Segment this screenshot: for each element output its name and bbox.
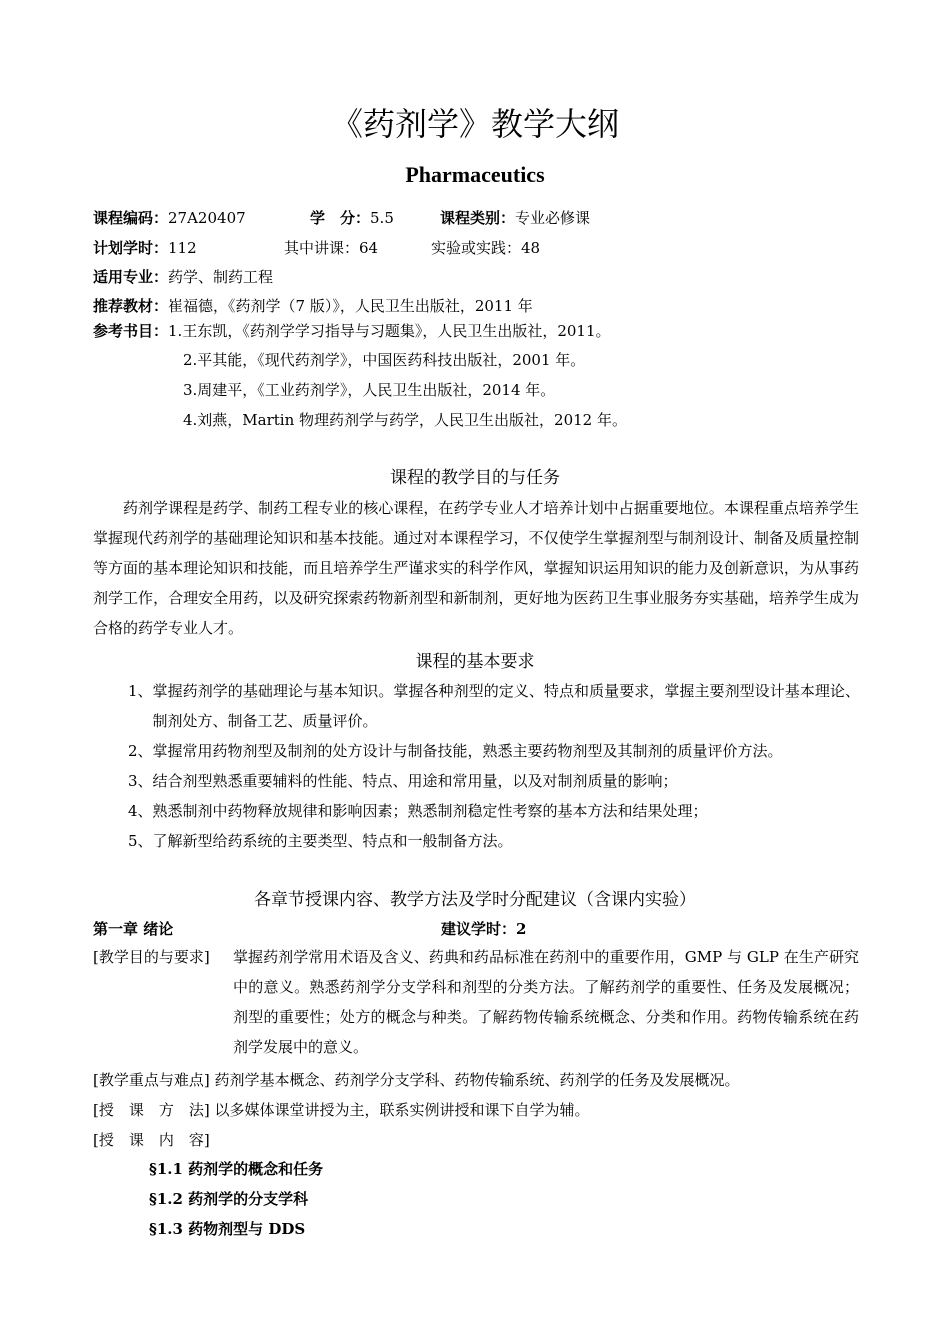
list-item (128, 736, 860, 766)
key-text: 药剂学基本概念、药剂学分支学科、药物传输系统、药剂学的任务及发展概况。 (214, 1071, 740, 1089)
section-item: §1.1 药剂学的概念和任务 (149, 1160, 324, 1178)
refs-label: 参考书目： (93, 322, 169, 340)
ref-item: 3.周建平，《工业药剂学》，人民卫生出版社，2014 年。 (183, 381, 556, 399)
chapter-hours: 建议学时：2 (441, 920, 527, 938)
hours-label: 计划学时： (93, 239, 169, 257)
method-text: 以多媒体课堂讲授为主，联系实例讲授和课下自学为辅。 (214, 1101, 590, 1119)
credit-row (310, 207, 394, 229)
list-item (128, 796, 860, 826)
course-code-label: 课程编码： (93, 209, 169, 227)
section-item: §1.3 药物剂型与 DDS (149, 1220, 306, 1238)
major-value: 药学、制药工程 (168, 268, 274, 286)
refs-row (93, 320, 611, 342)
requirements-list (128, 676, 860, 856)
objectives-heading: 课程的教学目的与任务 (390, 468, 560, 488)
document-title: 《药剂学》教学大纲 (330, 105, 619, 143)
list-item-text: 结合剂型熟悉重要辅料的性能、特点、用途和常用量，以及对制剂质量的影响； (152, 772, 678, 790)
credit-value: 5.5 (370, 209, 394, 227)
textbook-value: 崔福德，《药剂学（7 版）》，人民卫生出版社，2011 年 (168, 297, 533, 315)
chapters-heading: 各章节授课内容、教学方法及学时分配建议（含课内实验） (254, 890, 696, 910)
lecture-row (284, 237, 378, 259)
ref-item: 1.王东凯，《药剂学学习指导与习题集》，人民卫生出版社，2011。 (168, 322, 611, 340)
section-item: §1.2 药剂学的分支学科 (149, 1190, 309, 1208)
major-row (93, 266, 273, 288)
chapter-title: 第一章 绪论 (93, 920, 174, 938)
hours-row (93, 237, 197, 259)
category-row (440, 207, 590, 229)
list-item (128, 766, 860, 796)
hours-value: 112 (168, 239, 197, 257)
list-item-text: 了解新型给药系统的主要类型、特点和一般制备方法。 (152, 832, 513, 850)
ref-item: 4.刘燕，Martin 物理药剂学与药学，人民卫生出版社，2012 年。 (183, 411, 627, 429)
category-value: 专业必修课 (515, 209, 591, 227)
lecture-value: 64 (359, 239, 379, 257)
textbook-label: 推荐教材： (93, 297, 169, 315)
credit-label: 学 分： (310, 209, 371, 227)
requirements-heading: 课程的基本要求 (415, 652, 535, 672)
method-row (93, 1099, 590, 1121)
ref-item: 2.平其能，《现代药剂学》，中国医药科技出版社，2001 年。 (183, 351, 586, 369)
goal-label: [教学目的与要求] (93, 948, 210, 966)
course-code-value: 27A20407 (168, 209, 246, 227)
list-item-number: 3、 (128, 772, 153, 790)
lab-value: 48 (521, 239, 541, 257)
textbook-row (93, 295, 533, 317)
goal-text: 掌握药剂学常用术语及含义、药典和药品标准在药剂中的重要作用，GMP 与 GLP 在生产研究中的意义。熟悉药剂学分支学科和剂型的分类方法。了解药剂学的重要性、任务及发展概况；剂型的重要性；处方的概念与种类。了解药物传输系统概念、分类和作用。药物传输系统在药剂学发展中的意义。 (233, 948, 859, 1056)
list-item-number: 4、 (128, 802, 153, 820)
list-item (128, 676, 860, 736)
list-item-number: 1、 (128, 682, 153, 700)
method-label: [授 课 方 法] (93, 1101, 210, 1119)
document-subtitle: Pharmaceutics (405, 162, 545, 187)
lecture-label: 其中讲课： (284, 239, 360, 257)
key-row (93, 1069, 740, 1091)
content-label: [授 课 内 容] (93, 1131, 210, 1149)
objectives-text: 药剂学课程是药学、制药工程专业的核心课程，在药学专业人才培养计划中占据重要地位。本课程重点培养学生掌握现代药剂学的基础理论知识和基本技能。通过对本课程学习，不仅使学生掌握剂型与制剂设计、制备及质量控制等方面的基本理论知识和技能，而且培养学生严谨求实的科学作风，掌握知识运用知识的能力及创新意识，为从事药剂学工作，合理安全用药，以及研究探索药物新剂型和新制剂，更好地为医药卫生事业服务夯实基础，培养学生成为合格的药学专业人才。 (93, 499, 859, 637)
list-item-number: 2、 (128, 742, 153, 760)
list-item-text: 掌握常用药物剂型及制剂的处方设计与制备技能，熟悉主要药物剂型及其制剂的质量评价方法。 (152, 742, 783, 760)
list-item-text: 熟悉制剂中药物释放规律和影响因素；熟悉制剂稳定性考察的基本方法和结果处理； (152, 802, 708, 820)
key-label: [教学重点与难点] (93, 1071, 210, 1089)
major-label: 适用专业： (93, 268, 169, 286)
category-label: 课程类别： (440, 209, 516, 227)
lab-row (431, 237, 540, 259)
course-code-row (93, 207, 246, 229)
list-item (128, 826, 860, 856)
list-item-number: 5、 (128, 832, 153, 850)
lab-label: 实验或实践： (431, 239, 522, 257)
list-item-text: 掌握药剂学的基础理论与基本知识。掌握各种剂型的定义、特点和质量要求，掌握主要剂型设计基本理论、制剂处方、制备工艺、质量评价。 (152, 682, 860, 730)
